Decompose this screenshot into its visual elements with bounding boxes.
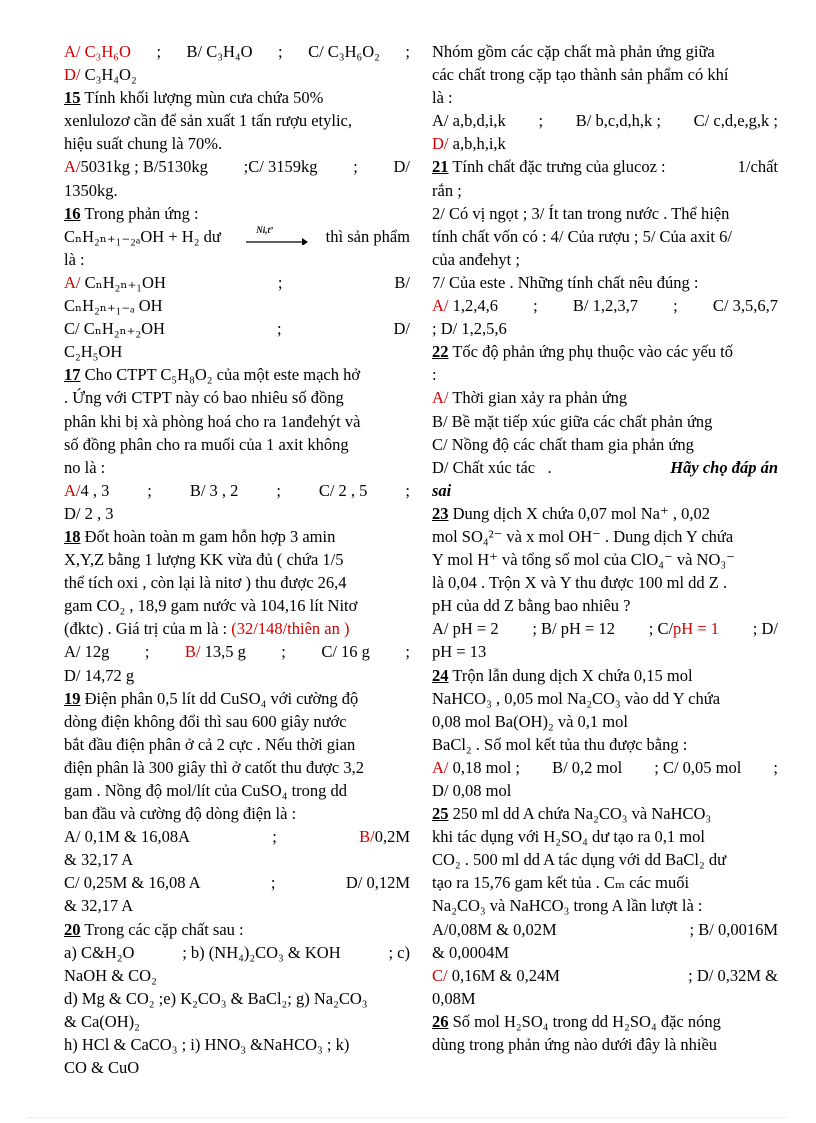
- question-number-25: 25: [432, 804, 449, 824]
- q16-options-cd: C/ CₙH₂ₙ₊₂OH ; D/: [64, 319, 410, 339]
- question-number-15: 15: [64, 88, 81, 108]
- q16-line1: 16 Trong phản ứng :: [64, 203, 199, 223]
- option-a: A/ C₃H₆O: [64, 42, 131, 61]
- q24-line1: 24 Trộn lẫn dung dịch X chứa 0,15 mol: [432, 665, 693, 685]
- q14-options-row: A/ C₃H₆O ; B/ C₃H₄O ; C/ C₃H₆O₂ ;: [64, 40, 410, 63]
- reaction-arrow: Ni,tº: [242, 225, 304, 248]
- q17-line1: 17 Cho CTPT C₅H₈O₂ của một este mạch hở: [64, 365, 361, 385]
- q25-options-cd: C/ 0,16M & 0,24M ; D/ 0,32M &: [432, 965, 778, 985]
- instruction-emphasis: Hãy chọ đáp án: [670, 457, 778, 477]
- q23-line1: 23 Dung dịch X chứa 0,07 mol Na⁺ , 0,02: [432, 503, 710, 523]
- q15-options-row: A/5031kg ; B/5130kg ;C/ 3159kg ; D/: [64, 157, 410, 177]
- q22-option-d: D/ Chất xúc tác . Hãy chọ đáp án: [432, 456, 778, 479]
- question-number-23: 23: [432, 503, 449, 523]
- q23-options-row: A/ pH = 2 ; B/ pH = 12 ; C/pH = 1 ; D/: [432, 619, 778, 639]
- question-number-22: 22: [432, 342, 449, 362]
- left-column: A/ C₃H₆O ; B/ C₃H₄O ; C/ C₃H₆O₂ ; D/ C₃H₄O₂ 15 Tính khối lượng mùn cưa chứa 50% xenlulozơ cần để sản xuất 1 tấn rượu etylic, hiệu suất chung là 70%. A/5031kg ; B/5130kg ;C/ 3159kg ; D/ 1350kg. 16 Trong phản ứng : CₙH₂ₙ₊₁₋₂ₐOH + H₂ dư Ni,tº thì sản phẩm là : A/ CₙH₂ₙ₊₁OH ; B/ CₙH₂ₙ₊₁₋ₐ OH C/ CₙH₂ₙ₊₂OH ; D/ C₂H₅OH 17 Cho CTPT C₅H₈O₂ của một este mạch hở . Ứng với CTPT này có bao nhiêu số đồng phân khi bị xà phòng hoá cho ra 1anđehýt và số đồng phân cho ra muối của 1 axit không no là : A/4 , 3 ; B/ 3 , 2 ; C/ 2 , 5 ; D/ 2 , 3 18 Đốt hoàn toàn m gam hỗn hợp 3 amin X,Y,Z bằng 1 lượng KK vừa đủ ( chứa 1/5 thể tích oxi , còn lại là nitơ ) thu được 26,4 gam CO₂ , 18,9 gam nước và 104,16 lít Nitơ (đktc) . Giá trị của m là : (32/148/thiên an ) A/ 12g ; B/ 13,5 g ; C/ 16 g ; D/ 14,72 g 19 Điện phân 0,5 lít dd CuSO₄ với cường độ dòng điện không đổi thì sau 600 giây nước bắt đầu điện phân ở cả 2 cực . Nếu thời gian điện phân là 300 giây thì ở catốt thu được 3,2 gam . Nồng độ mol/lít của CuSO₄ trong dd ban đầu và cường độ dòng điện là : A/ 0,1M & 16,08A ; B/0,2M & 32,17 A C/ 0,25M & 16,08 A ; D/ 0,12M & 32,17 A 20 Trong các cặp chất sau : a) C&H₂O ; b) (NH₄)₂CO₃ & KOH ; c) NaOH & CO₂ d) Mg & CO₂ ;e) K₂CO₃ & BaCl₂; g) Na₂CO₃ & Ca(OH)₂ h) HCl & CaCO₃ ; i) HNO₃ &NaHCO₃ ; k) CO & CuO: [64, 42, 410, 1078]
- q17-options-row: A/4 , 3 ; B/ 3 , 2 ; C/ 2 , 5 ;: [64, 480, 410, 500]
- right-column: Nhóm gồm các cặp chất mà phản ứng giữa các chất trong cặp tạo thành sản phẩm có khí là : A/ a,b,d,i,k ; B/ b,c,d,h,k ; C/ c,d,e,g,k ; D/ a,b,h,i,k 21 Tính chất đặc trưng của glucoz : 1/chất rắn ; 2/ Có vị ngọt ; 3/ Ít tan trong nước . Thể hiện tính chất vốn có : 4/ Của rượu ; 5/ Của axit 6/ của anđehyt ; 7/ Của este . Những tính chất nêu đúng : A/ 1,2,4,6 ; B/ 1,2,3,7 ; C/ 3,5,6,7 ; D/ 1,2,5,6 22 Tốc độ phản ứng phụ thuộc vào các yếu tố : A/ Thời gian xảy ra phản ứng B/ Bề mặt tiếp xúc giữa các chất phản ứng C/ Nồng độ các chất tham gia phản ứng D/ Chất xúc tác . Hãy chọ đáp án sai 23 Dung dịch X chứa 0,07 mol Na⁺ , 0,02 mol SO₄²⁻ và x mol OH⁻ . Dung dịch Y chứa Y mol H⁺ và tổng số mol của ClO₄⁻ và NO₃⁻ là 0,04 . Trộn X và Y thu được 100 ml dd Z . pH của dd Z bằng bao nhiêu ? A/ pH = 2 ; B/ pH = 12 ; C/pH = 1 ; D/ pH = 13 24 Trộn lẫn dung dịch X chứa 0,15 mol NaHCO₃ , 0,05 mol Na₂CO₃ vào dd Y chứa 0,08 mol Ba(OH)₂ và 0,1 mol BaCl₂ . Số mol kết tủa thu được bằng : A/ 0,18 mol ; B/ 0,2 mol ; C/ 0,05 mol ; D/ 0,08 mol 25 250 ml dd A chứa Na₂CO₃ và NaHCO₃ khi tác dụng với H₂SO₄ dư tạo ra 0,1 mol CO₂ . 500 ml dd A tác dụng với dd BaCl₂ dư tạo ra 15,76 gam kết tủa . Cₘ các muối Na₂CO₃ và NaHCO₃ trong A lần lượt là : A/0,08M & 0,02M ; B/ 0,0016M & 0,0004M C/ 0,16M & 0,24M ; D/ 0,32M & 0,08M 26 Số mol H₂SO₄ trong dd H₂SO₄ đặc nóng dùng trong phản ứng nào dưới đây là nhiều: [432, 42, 778, 1055]
- q22-line1: 22 Tốc độ phản ứng phụ thuộc vào các yếu tố: [432, 342, 733, 362]
- q16-options-ab: A/ CₙH₂ₙ₊₁OH ; B/: [64, 272, 410, 292]
- question-number-19: 19: [64, 688, 81, 708]
- q18-options-row: A/ 12g ; B/ 13,5 g ; C/ 16 g ;: [64, 642, 410, 662]
- q14-option-d: D/ C₃H₄O₂: [64, 65, 137, 85]
- q24-options-row: A/ 0,18 mol ; B/ 0,2 mol ; C/ 0,05 mol ;: [432, 757, 778, 777]
- page-bottom-divider: [28, 1117, 788, 1118]
- q21-options-row: A/ 1,2,4,6 ; B/ 1,2,3,7 ; C/ 3,5,6,7: [432, 296, 778, 316]
- q19-line1: 19 Điện phân 0,5 lít dd CuSO₄ với cường độ: [64, 688, 359, 708]
- q15-line1: 15 Tính khối lượng mùn cưa chứa 50%: [64, 88, 324, 108]
- q19-options-cd: C/ 0,25M & 16,08 A ; D/ 0,12M: [64, 873, 410, 893]
- q26-line1: 26 Số mol H₂SO₄ trong dd H₂SO₄ đặc nóng: [432, 1011, 721, 1031]
- q19-options-ab: A/ 0,1M & 16,08A ; B/0,2M: [64, 827, 410, 847]
- q21-line1: 21 Tính chất đặc trưng của glucoz : 1/chất: [432, 157, 778, 177]
- q18-line1: 18 Đốt hoàn toàn m gam hỗn hợp 3 amin: [64, 526, 336, 546]
- q16-equation: CₙH₂ₙ₊₁₋₂ₐOH + H₂ dư Ni,tº thì sản phẩm: [64, 225, 410, 248]
- q20-options-row: A/ a,b,d,i,k ; B/ b,c,d,h,k ; C/ c,d,e,g,k ;: [432, 111, 778, 131]
- q25-line1: 25 250 ml dd A chứa Na₂CO₃ và NaHCO₃: [432, 804, 712, 824]
- q20-line1: 20 Trong các cặp chất sau :: [64, 919, 244, 939]
- question-number-26: 26: [432, 1011, 449, 1031]
- question-number-18: 18: [64, 526, 81, 546]
- question-number-20: 20: [64, 919, 81, 939]
- q25-options-ab: A/0,08M & 0,02M ; B/ 0,0016M: [432, 919, 778, 939]
- source-reference: (32/148/thiên an ): [231, 619, 350, 639]
- question-number-16: 16: [64, 203, 81, 223]
- question-number-21: 21: [432, 157, 449, 177]
- option-b: B/ C₃H₄O: [186, 42, 253, 61]
- question-number-17: 17: [64, 365, 81, 385]
- question-number-24: 24: [432, 665, 449, 685]
- option-c: C/ C₃H₆O₂: [308, 42, 380, 61]
